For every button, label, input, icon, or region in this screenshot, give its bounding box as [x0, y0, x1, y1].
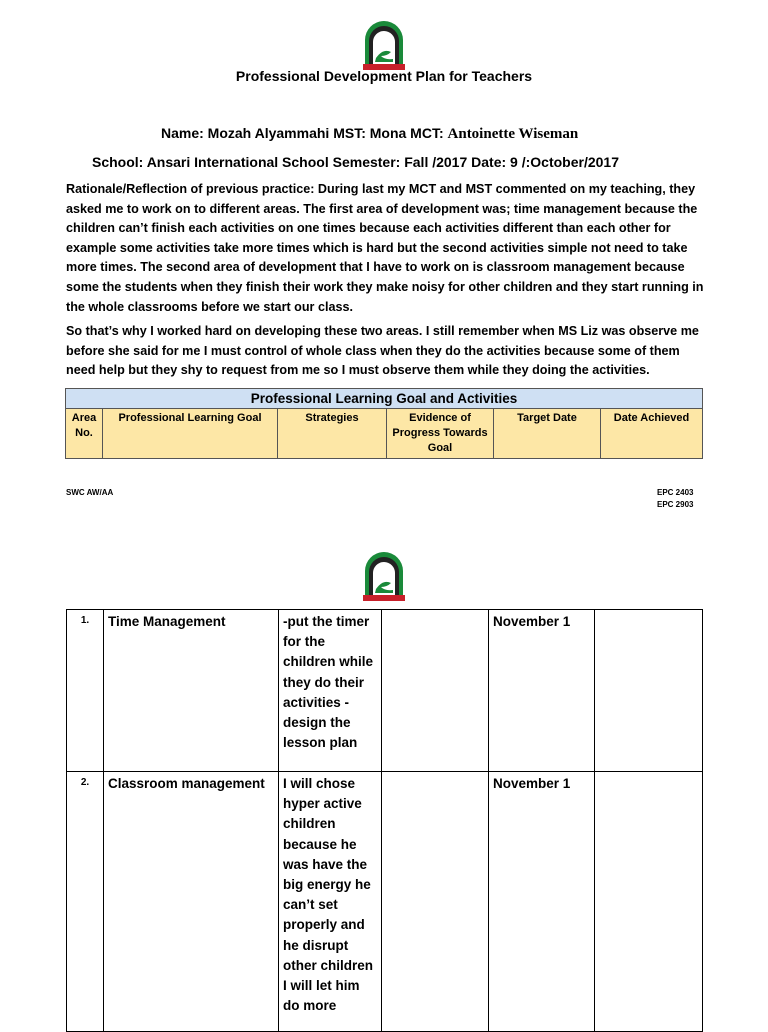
rationale-paragraph-2: So that’s why I worked hard on developing these two areas. I still remember when MS Liz was observe me before she said for me I must control of whole class when they do the activities because some of them need help but they shy to request from me so I must observe them while they doing the activities.	[66, 324, 699, 378]
footer-left: SWC AW/AA	[66, 488, 114, 497]
name-label: Name: Mozah Alyammahi MST: Mona MCT:	[161, 125, 444, 141]
goal-table	[65, 388, 703, 459]
row-date-achieved	[595, 610, 703, 772]
table-row	[67, 610, 703, 772]
column-area-no: Area No.	[66, 409, 103, 459]
table-row	[67, 772, 703, 1032]
goal-table-heading: Professional Learning Goal and Activities	[66, 389, 703, 409]
row-number: 1.	[67, 610, 104, 772]
footer-right-2: EPC 2903	[657, 500, 694, 509]
row-target-date: November 1	[489, 610, 595, 772]
document-title: Professional Development Plan for Teachers	[235, 68, 533, 84]
footer-right-1: EPC 2403	[657, 488, 694, 497]
school-logo-icon	[361, 549, 407, 601]
row-number: 2.	[67, 772, 104, 1032]
row-goal: Classroom management	[104, 772, 279, 1032]
row-goal: Time Management	[104, 610, 279, 772]
rationale-paragraph-1: Rationale/Reflection of previous practice: During last my MCT and MST commented on my teaching, they asked me to work on to different areas. The first area of development was; time management because the children can’t finish each activities on one times because each activities different than each other for example some activities take more times which is hard but the second activities simple not need to take more times. The second area of development that I have to work on is classroom management because some the students when they finish their work they make noisy for other children and they start running in the whole classrooms before we start our class.	[66, 182, 704, 314]
name-line	[161, 125, 578, 143]
row-evidence	[382, 610, 489, 772]
column-strategies: Strategies	[278, 409, 387, 459]
row-evidence	[382, 772, 489, 1032]
row-date-achieved	[595, 772, 703, 1032]
column-goal: Professional Learning Goal	[103, 409, 278, 459]
row-target-date: November 1	[489, 772, 595, 1032]
column-date-achieved: Date Achieved	[601, 409, 703, 459]
column-target-date: Target Date	[494, 409, 601, 459]
row-strategies: -put the timer for the children while they do their activities -design the lesson plan	[279, 610, 382, 772]
column-evidence: Evidence of Progress Towards Goal	[387, 409, 494, 459]
rationale-section	[66, 180, 706, 381]
plan-rows-table	[66, 609, 703, 1032]
school-line: School: Ansari International School Semester: Fall /2017 Date: 9 /:October/2017	[92, 154, 619, 170]
school-logo-icon	[361, 18, 407, 70]
mct-name: Antoinette Wiseman	[447, 126, 579, 142]
row-strategies: I will chose hyper active children because he was have the big energy he can’t set properly and he disrupt other children I will let him do more	[279, 772, 382, 1032]
